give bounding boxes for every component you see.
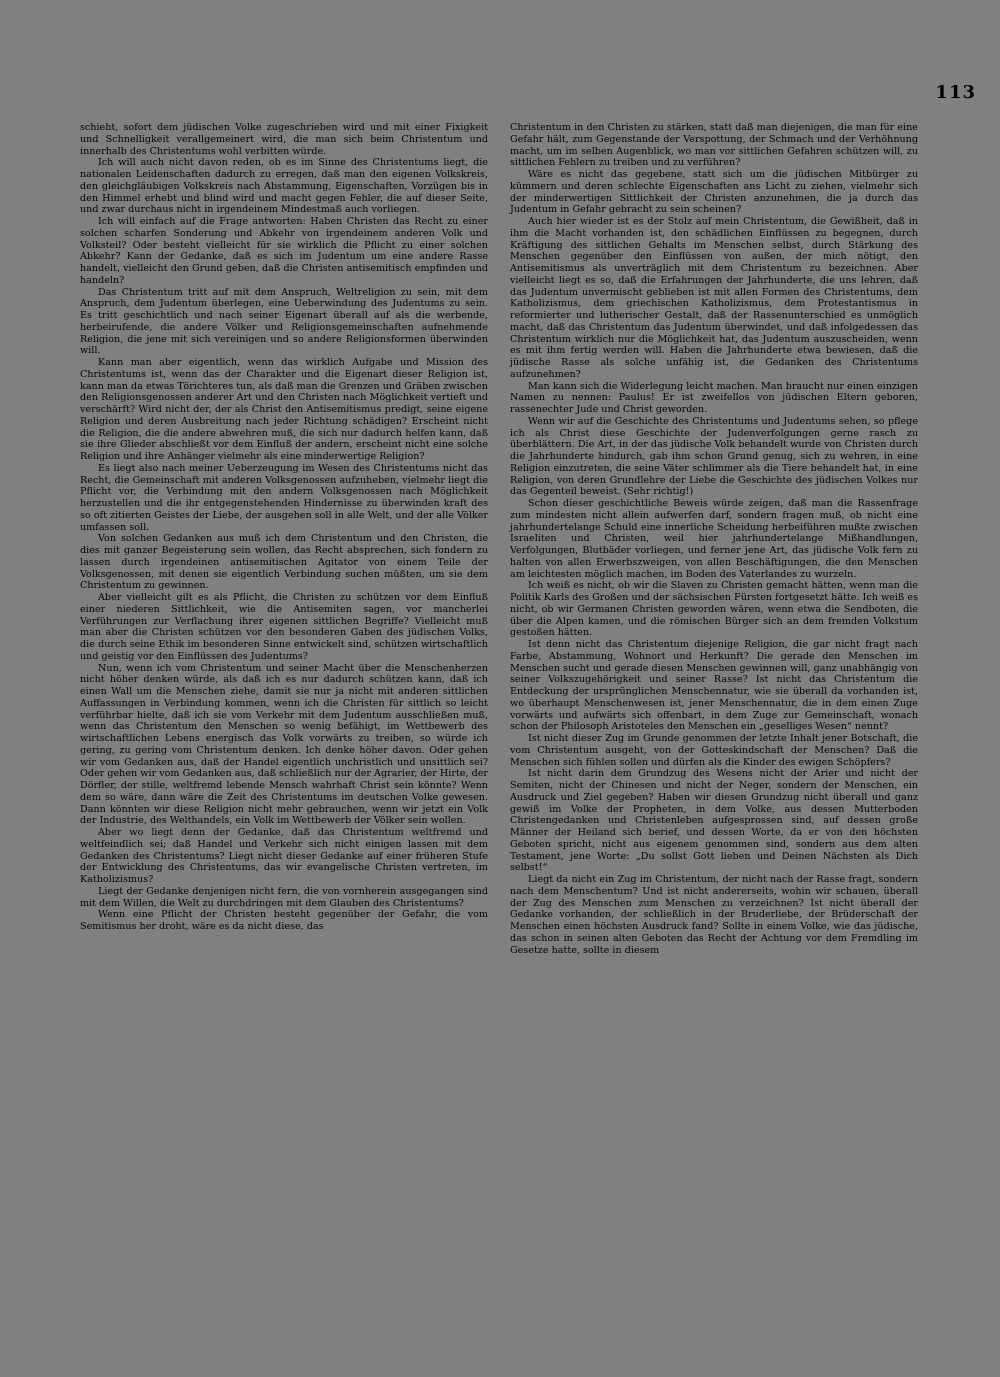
paragraph: Ist denn nicht das Christentum diejenige Religion, die gar nicht fragt nach Farbe, Abstammung, Wohnort und Herkunft? Die gerade den Menschen im Menschen sucht und gerade diesen Menschen gewinnen will, ganz unabhängig von seiner Volkszugehörigkeit und seiner Rasse? Ist nicht das Christentum die Entdeckung der ursprünglichen Menschennatur, wie sie überall da vorhanden ist, wo überhaupt Menschenwesen ist, jener Menschennatur, die in dem einen Zuge vorwärts und aufwärts sich offenbart, in dem Zuge zur Gemeinschaft, wonach schon der Philosoph Aristoteles den Menschen ein „geselliges Wesen“ nennt? [510,639,918,733]
paragraph: Von solchen Gedanken aus muß ich dem Christentum und den Christen, die dies mit ganzer Begeisterung sein wollen, das Recht absprechen, sich fondern zu lassen durch irgendeinen antisemitischen Agitator von einem Teile der Volksgenossen, mit denen sie eigentlich Verbindung suchen müßten, um sie dem Christentum zu gewinnen. [80,533,488,592]
paragraph: Wenn wir auf die Geschichte des Christentums und Judentums sehen, so pflege ich als Christ diese Geschichte der Judenverfolgungen gerne rasch zu überblättern. Die Art, in der das jüdische Volk behandelt wurde von Christen durch die Jahrhunderte hindurch, gab ihm schon Grund genug, sich zu wehren, in eine Religion einzutreten, die seine Väter schlimmer als die Tiere behandelt hat, in eine Religion, von deren Grundlehre der Liebe die Geschichte des jüdischen Volkes nur das Gegenteil beweist. (Sehr richtig!) [510,415,918,498]
paragraph: Liegt der Gedanke denjenigen nicht fern, die von vornherein ausgegangen sind mit dem Willen, die Welt zu durchdringen mit dem Glauben des Christentums? [80,885,488,909]
paragraph: Schon dieser geschichtliche Beweis würde zeigen, daß man die Rassenfrage zum mindesten nicht allein aufwerfen darf, sondern fragen muß, ob nicht eine jahrhundertelange Schuld eine innerliche Scheidung herbeiführen mußte zwischen Israeliten und Christen, weil hier jahrhundertelange Mißhandlungen, Verfolgungen, Blutbäder vorliegen, und ferner jene Art, das jüdische Volk fern zu halten von allen Erwerbszweigen, von allen Beschäftigungen, die den Menschen am leichtesten möglich machen, im Boden des Vaterlandes zu wurzeln. [510,498,918,580]
paragraph: Ist nicht darin dem Grundzug des Wesens nicht der Arier und nicht der Semiten, nicht der Chinesen und nicht der Neger, sondern der Menschen, ein Ausdruck und Ziel gegeben? Haben wir diesen Grundzug nicht überall und ganz gewiß im Volke der Propheten, in dem Volke, aus dessen Mutterboden Christengedanken und Christenleben aufgesprossen sind, auf dessen große Männer der Heiland sich berief, und dessen Worte, da er von den höchsten Geboten spricht, nicht aus eigenem genommen sind, sondern aus dem alten Testament, jene Worte: „Du sollst Gott lieben und Deinen Nächsten als Dich selbst!“ [510,768,918,874]
paragraph: Wenn eine Pflicht der Christen besteht gegenüber der Gefahr, die vom Semitismus her droht, wäre es da nicht diese, das [80,909,488,932]
paragraph: Aber vielleicht gilt es als Pflicht, die Christen zu schützen vor dem Einfluß einer niederen Sittlichkeit, wie die Antisemiten sagen, vor mancherlei Verführungen zur Verflachung ihrer eigenen sittlichen Begriffe? Vielleicht muß man aber die Christen schützen vor den besonderen Gaben des jüdischen Volks, die durch seine Ethik im besonderen Sinne entwickelt sind, schützen wirtschaftlich und geistig vor den Einflüssen des Judentums? [80,592,488,662]
paragraph: Liegt da nicht ein Zug im Christentum, der nicht nach der Rasse fragt, sondern nach dem Menschentum? Und ist nicht andererseits, wohin wir schauen, überall der Zug des Menschen zum Menschen zu verzeichnen? Ist nicht überall der Gedanke vorhanden, der schließlich in der Bruderliebe, der Brüderschaft der Menschen einen höchsten Ausdruck fand? Sollte in einem Volke, wie das jüdische, das schon in seinen alten Geboten das Recht der Achtung vor dem Fremdling im Gesetze hatte, sollte in diesem [510,874,918,956]
paragraph: Es liegt also nach meiner Ueberzeugung im Wesen des Christentums nicht das Recht, die Gemeinschaft mit anderen Volksgenossen aufzuheben, vielmehr liegt die Pflicht vor, die Verbindung mit den andern Volksgenossen nach Möglichkeit herzustellen und die ihr entgegenstehenden Hindernisse zu überwinden kraft des so oft zitierten Geistes der Liebe, der ausgehen soll in alle Welt, und der alle Völker umfassen soll. [80,462,488,533]
paragraph: Ist nicht dieser Zug im Grunde genommen der letzte Inhalt jener Botschaft, die vom Christentum ausgeht, von der Gotteskindschaft der Menschen? Daß die Menschen sich fühlen sollen und dürfen als die Kinder des ewigen Schöpfers? [510,733,918,768]
paragraph: Das Christentum tritt auf mit dem Anspruch, Weltreligion zu sein, mit dem Anspruch, dem Judentum überlegen, eine Ueberwindung des Judentums zu sein. Es tritt geschichtlich und nach seiner Eigenart überall auf als die werbende, herbeirufende, die andere Völker und Religionsgemeinschaften aufnehmende Religion, die jene mit sich vereinigen und so andere Religionsformen überwinden will. [80,286,488,357]
left-column [80,122,488,933]
paragraph: Man kann sich die Widerlegung leicht machen. Man braucht nur einen einzigen Namen zu nennen: Paulus! Er ist zweifellos von jüdischen Eltern geboren, rassenechter Jude und Christ geworden. [510,380,918,415]
paragraph: Aber wo liegt denn der Gedanke, daß das Christentum weltfremd und weltfeindlich sei; daß Handel und Verkehr sich nicht einigen lassen mit dem Gedanken des Christentums? Liegt nicht dieser Gedanke auf einer früheren Stufe der Entwicklung des Christentums, das wir evangelische Christen vertreten, im Katholizismus? [80,827,488,885]
paragraph: Nun, wenn ich vom Christentum und seiner Macht über die Menschenherzen nicht höher denken würde, als daß ich es nur dadurch schützen kann, daß ich einen Wall um die Menschen ziehe, damit sie nur ja nicht mit anderen sittlichen Auffassungen in Verbindung kommen, wenn ich die Christen für sittlich so leicht verführbar hielte, daß ich sie vom Verkehr mit dem Judentum ausschließen muß, wenn das Christentum den Menschen so wenig befähigt, im Wettbewerb des wirtschaftlichen Lebens energisch das Volk vorwärts zu treiben, so würde ich gering, zu gering vom Christentum denken. Ich denke höher davon. Oder gehen wir vom Gedanken aus, daß der Handel eigentlich unchristlich und unsittlich sei? Oder gehen wir vom Gedanken aus, daß schließlich nur der Agrarier, der Hirte, der Dörfler, der stille, weltfremd lebende Mensch wahrhaft Christ sein könnte? Wenn dem so wäre, dann wäre die Zeit des Christentums im deutschen Volke gewesen. Dann könnten wir diese Religion nicht mehr gebrauchen, wenn wir jetzt ein Volk der Industrie, des Welthandels, ein Volk im Wettbewerb der Völker sein wollen. [80,662,488,827]
paragraph: Wäre es nicht das gegebene, statt sich um die jüdischen Mitbürger zu kümmern und deren schlechte Eigenschaften ans Licht zu ziehen, vielmehr sich der minderwertigen Sittlichkeit der Christen anzunehmen, die ja durch das Judentum in Gefahr gebracht zu sein scheinen? [510,169,918,216]
paragraph: Ich weiß es nicht, ob wir die Slaven zu Christen gemacht hätten, wenn man die Politik Karls des Großen und der sächsischen Fürsten fortgesetzt hätte. Ich weiß es nicht, ob wir Germanen Christen geworden wären, wenn etwa die Sendboten, die über die Alpen kamen, und die römischen Bürger sich an dem fremden Volkstum gestoßen hätten. [510,580,918,639]
paragraph: Auch hier wieder ist es der Stolz auf mein Christentum, die Gewißheit, daß in ihm die Macht vorhanden ist, den schädlichen Einflüssen zu begegnen, durch Kräftigung des sittlichen Gehalts im Menschen selbst, durch Stärkung des Menschen gegenüber den Einflüssen von außen, der mich nötigt, den Antisemitismus als unverträglich mit dem Christentum zu bezeichnen. Aber vielleicht liegt es so, daß die Erfahrungen der Jahrhunderte, die uns lehren, daß das Judentum unvermischt geblieben ist mit allen Formen des Christentums, dem Katholizismus, dem griechischen Katholizismus, dem Protestantismus in reformierter und lutherischer Gestalt, daß der Rassenunterschied es unmöglich macht, daß das Christentum das Judentum überwindet, und daß infolgedessen das Christentum wirklich nur die Möglichkeit hat, das Judentum auszuscheiden, wenn es mit ihm fertig werden will. Haben die Jahrhunderte etwa bewiesen, daß die jüdische Rasse als solche unfähig ist, die Gedanken des Christentums aufzunehmen? [510,216,918,380]
paragraph: Ich will einfach auf die Frage antworten: Haben Christen das Recht zu einer solchen scharfen Sonderung und Abkehr von irgendeinem anderen Volk und Volksteil? Oder besteht vielleicht für sie wirklich die Pflicht zu einer solchen Abkehr? Kann der Gedanke, daß es sich im Judentum um eine andere Rasse handelt, vielleicht den Grund geben, daß die Christen antisemitisch empfinden und handeln? [80,216,488,286]
right-column [510,122,918,956]
page-number: 113 [935,82,976,103]
paragraph: Ich will auch nicht davon reden, ob es im Sinne des Christentums liegt, die nationalen Leidenschaften dadurch zu erregen, daß man den eigenen Volkskreis, den gleichgläubigen Volkskreis nach Abstammung, Eigenschaften, Vorzügen bis in den Himmel erhebt und blind wird und macht gegen Fehler, die auf dieser Seite, und zwar durchaus nicht in irgendeinem Mindestmaß auch vorliegen. [80,157,488,216]
paragraph: Christentum in den Christen zu stärken, statt daß man diejenigen, die man für eine Gefahr hält, zum Gegenstande der Verspottung, der Schmach und der Verhöhnung macht, um im selben Augenblick, wo man vor sittlichen Gefahren schützen will, zu sittlichen Fehlern zu treiben und zu verführen? [510,122,918,169]
paragraph: schieht, sofort dem jüdischen Volke zugeschrieben wird und mit einer Fixigkeit und Schnelligkeit verallgemeinert wird, die man sich beim Christentum und innerhalb des Christentums wohl verbitten würde. [80,122,488,157]
paragraph: Kann man aber eigentlich, wenn das wirklich Aufgabe und Mission des Christentums ist, wenn das der Charakter und die Eigenart dieser Religion ist, kann man da etwas Törichteres tun, als daß man die Grenzen und Gräben zwischen den Religionsgenossen anderer Art und den Christen nach Möglichkeit vertieft und verschärft? Wird nicht der, der als Christ den Antisemitismus predigt, seine eigene Religion und deren Ausbreitung nach jeder Richtung schädigen? Erscheint nicht die Religion, die die andere abwehren muß, die sich nur dadurch helfen kann, daß sie ihre Glieder abschließt vor dem Einfluß der andern, erscheint nicht eine solche Religion und ihre Anhänger vielmehr als eine minderwertige Religion? [80,357,488,462]
